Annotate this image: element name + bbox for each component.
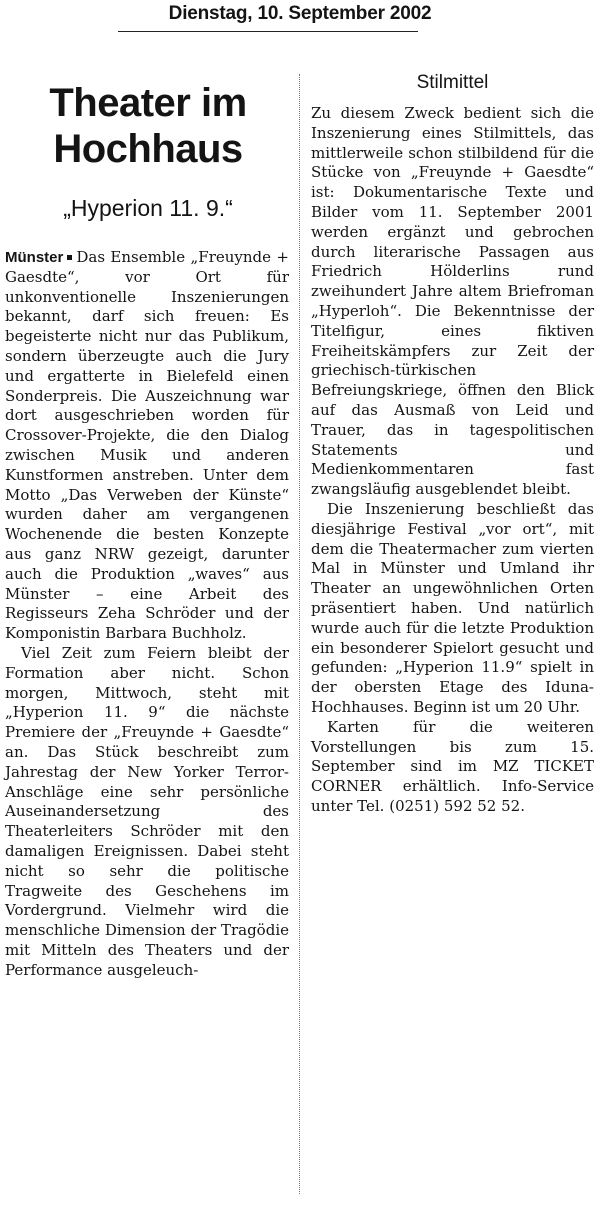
section-heading: Stilmittel	[416, 72, 489, 93]
dateline-bullet-icon	[67, 255, 72, 260]
column-divider	[299, 74, 300, 1194]
issue-date: Dienstag, 10. September 2002	[168, 3, 432, 24]
article-column-left	[5, 248, 289, 980]
body-paragraph: Viel Zeit zum Feiern bleibt der Formation aber nicht. Schon morgen, Mittwoch, steht mit „Hyperion 11. 9“ die nächste Premiere der „Freuynde + Gaesdte“ an. Das Stück beschreibt zum Jahrestag der New Yorker Terror-Anschläge eine sehr persönliche Auseinandersetzung des Theaterleiters Schröder mit den damaligen Ereignissen. Dabei steht nicht so sehr die politische Tragweite des Geschehens im Vordergrund. Vielmehr wird die menschliche Dimension der Tragödie mit Mitteln des Theaters und der Performance ausgeleuch-	[5, 643, 289, 979]
article-subheadline: „Hyperion 11. 9.“	[63, 195, 233, 221]
article-column-right	[311, 104, 594, 817]
body-paragraph: Die Inszenierung beschließt das diesjährige Festival „vor ort“, mit dem die Theatermacher zum vierten Mal in Münster und Umland ihr Theater an ungewöhnlichen Orten präsentiert haben. Und natürlich wurde auch für die letzte Produktion ein besonderer Spielort gesucht und gefunden: „Hyperion 11.9“ spielt in der obersten Etage des Iduna-Hochhauses. Beginn ist um 20 Uhr.	[311, 499, 594, 716]
dateline-city: Münster	[5, 249, 64, 266]
paragraph-text: Das Ensemble „Freuynde + Gaesdte“, vor Ort für unkonventionelle Inszenierungen bekannt, darf sich freuen: Es begeisterte nicht nur das Publikum, sondern überzeugte auch die Jury und ergatterte in Bielefeld einen Sonderpreis. Die Auszeichnung war dort ausgeschrieben worden für Crossover-Projekte, die den Dialog zwischen Musik und anderen Kunstformen anstreben. Unter dem Motto „Das Verweben der Künste“ wurden daher am vergangenen Wochenende die besten Konzepte aus ganz NRW gezeigt, darunter auch die Produktion „waves“ aus Münster – eine Arbeit des Regisseurs Zeha Schröder und der Komponistin Barbara Buchholz.	[5, 248, 289, 643]
body-paragraph: Zu diesem Zweck bedient sich die Inszenierung eines Stilmittels, das mittlerweile schon stilbildend für die Stücke von „Freuynde + Gaesdte“ ist: Dokumentarische Texte und Bilder vom 11. September 2001 werden ergänzt und gebrochen durch literarische Passagen aus Friedrich Hölderlins rund zweihundert Jahre altem Briefroman „Hyperloh“. Die Bekenntnisse der Titelfigur, eines fiktiven Freiheitskämpfers zur Zeit der griechisch-türkischen Befreiungskriege, öffnen den Blick auf das Ausmaß von Leid und Trauer, das in tagespolitischen Statements und Medienkommentaren fast zwangsläufig ausgeblendet bleibt.	[311, 104, 594, 499]
lead-paragraph	[5, 248, 289, 644]
article-headline	[0, 80, 296, 172]
body-paragraph: Karten für die weiteren Vorstellungen bis zum 15. September sind im MZ TICKET CORNER erhältlich. Info-Service unter Tel. (0251) 592 52 52.	[311, 717, 594, 815]
headline-line-2: Hochhaus	[53, 127, 243, 171]
header-rule	[118, 31, 418, 32]
headline-line-1: Theater im	[49, 81, 247, 125]
